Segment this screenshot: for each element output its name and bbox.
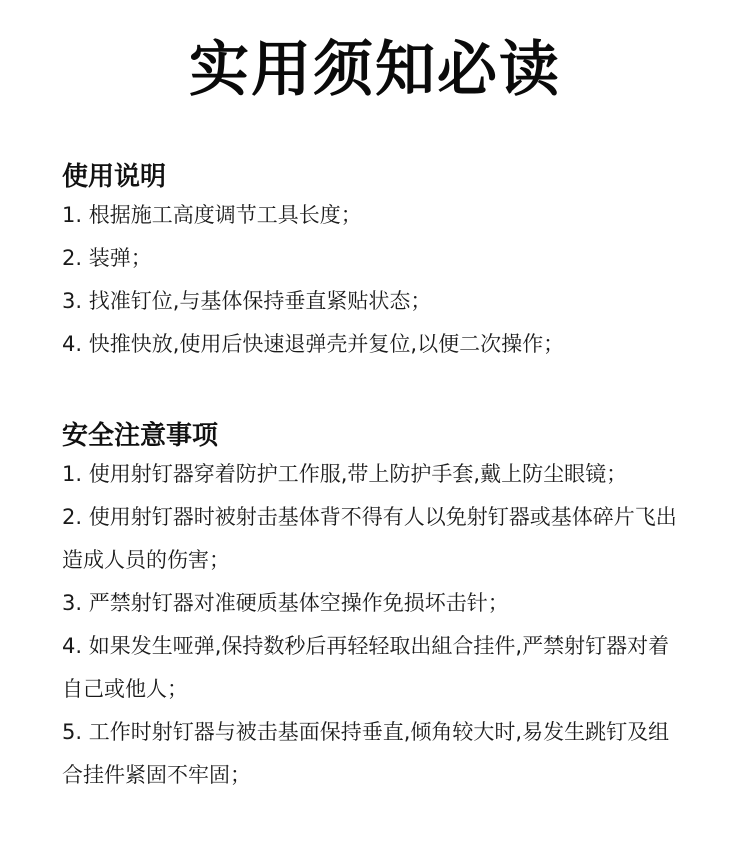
usage-item-4 bbox=[62, 323, 688, 366]
item-text: 根据施工高度调节工具长度； bbox=[88, 203, 362, 227]
item-number: 4. bbox=[62, 634, 89, 658]
item-text: 工作时射钉器与被击基面保持垂直,倾角较大时,易发生跳钉及组合挂件紧固不牢固； bbox=[62, 720, 670, 787]
item-number: 5. bbox=[62, 720, 89, 744]
safety-item-2 bbox=[62, 496, 688, 582]
item-text: 找准钉位,与基体保持垂直紧贴状态； bbox=[88, 289, 432, 313]
usage-section bbox=[62, 160, 688, 366]
page-title: 实用须知必读 bbox=[189, 35, 561, 105]
usage-list bbox=[62, 194, 688, 366]
safety-section-title: 安全注意事项 bbox=[62, 421, 219, 451]
item-text: 使用射钉器时被射击基体背不得有人以免射钉器或基体碎片飞出造成人员的伤害； bbox=[62, 505, 677, 572]
usage-item-1 bbox=[62, 194, 688, 237]
item-text: 严禁射钉器对准硬质基体空操作免损坏击针； bbox=[88, 591, 509, 615]
safety-item-5 bbox=[62, 711, 688, 797]
item-number: 2. bbox=[62, 246, 89, 270]
usage-item-2 bbox=[62, 237, 688, 280]
item-number: 3. bbox=[62, 289, 89, 313]
item-number: 1. bbox=[62, 462, 89, 486]
item-text: 使用射钉器穿着防护工作服,带上防护手套,戴上防尘眼镜； bbox=[88, 462, 628, 486]
item-text: 快推快放,使用后快速退弹壳并复位,以便二次操作； bbox=[88, 332, 565, 356]
item-number: 3. bbox=[62, 591, 89, 615]
item-number: 4. bbox=[62, 332, 89, 356]
safety-list bbox=[62, 453, 688, 797]
usage-item-3 bbox=[62, 280, 688, 323]
item-text: 如果发生哑弹,保持数秒后再轻轻取出組合挂件,严禁射钉器对着自己或他人； bbox=[62, 634, 670, 701]
usage-section-title: 使用说明 bbox=[62, 162, 167, 192]
safety-item-1 bbox=[62, 453, 688, 496]
safety-item-3 bbox=[62, 582, 688, 625]
safety-item-4 bbox=[62, 625, 688, 711]
safety-section bbox=[62, 419, 688, 797]
item-number: 2. bbox=[62, 505, 89, 529]
item-text: 装弹； bbox=[88, 246, 152, 270]
item-number: 1. bbox=[62, 203, 89, 227]
